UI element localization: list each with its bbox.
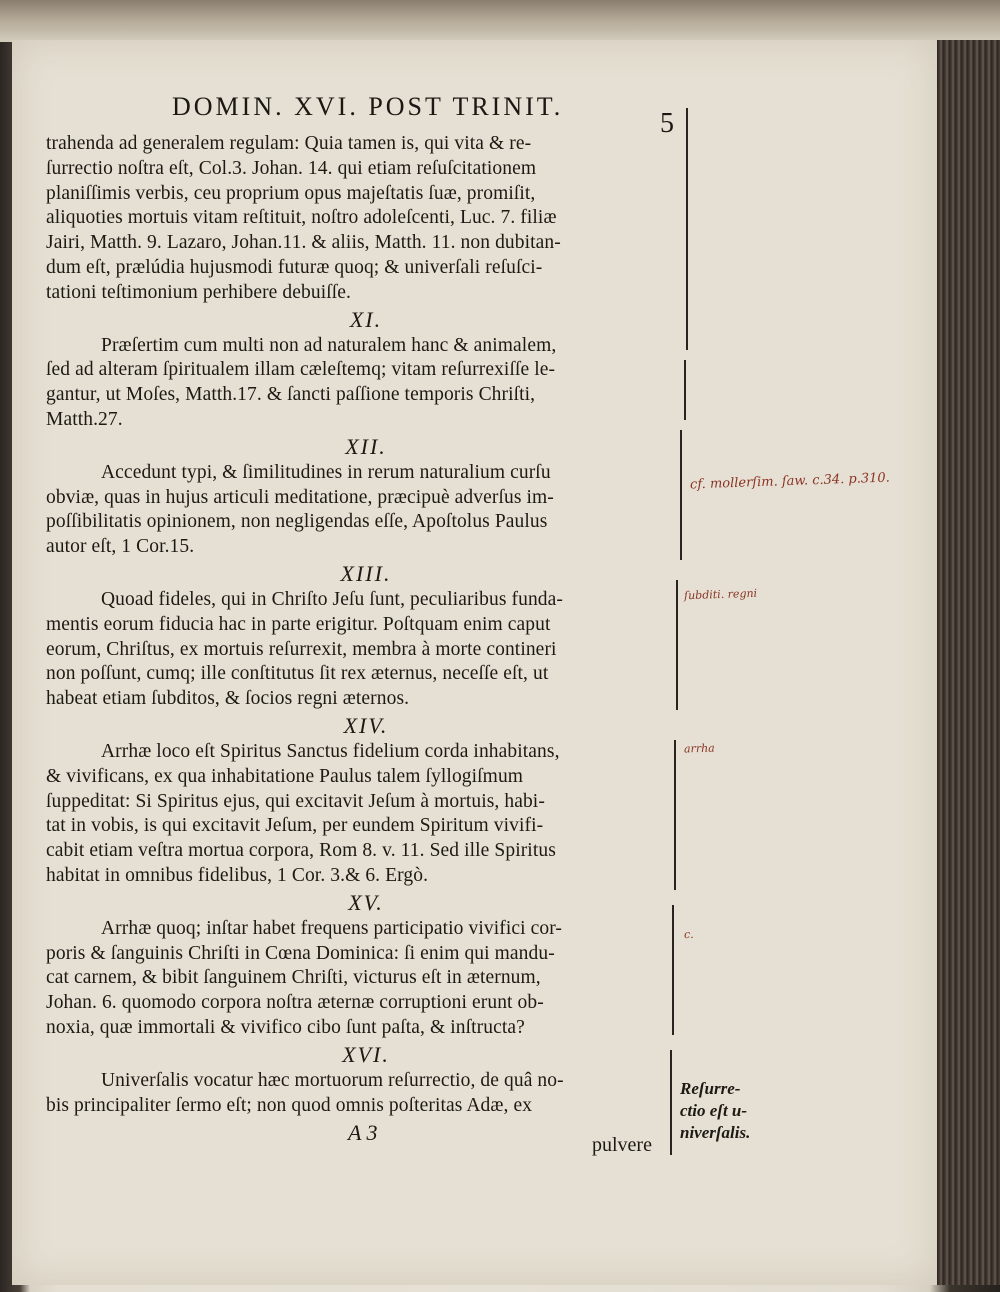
text-line: poſſibilitatis opinionem, non negligendas eſſe, Apoſtolus Paulus <box>46 511 548 533</box>
section-number: XV. <box>348 889 384 915</box>
text-line: Arrhæ quoq; inſtar habet frequens participatio vivifici cor- <box>101 917 563 939</box>
margin-rule <box>686 108 688 350</box>
text-line: Quoad fideles, qui in Chriſto Jeſu ſunt, peculiaribus funda- <box>101 588 563 610</box>
text-line: mentis eorum fiducia hac in parte erigitur. Poſtquam enim caput <box>46 613 551 635</box>
text-line: non poſſunt, cumq; ille conſtitutus ſit rex æternus, neceſſe eſt, ut <box>46 663 549 685</box>
margin-rule <box>676 580 678 710</box>
running-head: DOMIN. XVI. POST TRINIT. <box>172 92 564 121</box>
text-line: habeat etiam ſubditos, & ſocios regni æternos. <box>46 688 410 710</box>
text-line: tationi teſtimonium perhibere debuiſſe. <box>46 281 351 303</box>
printed-margin-note <box>680 1078 750 1144</box>
text-line: Univerſalis vocatur hæc mortuorum reſurrectio, de quâ no- <box>101 1069 564 1091</box>
handwritten-note: arrha <box>683 741 715 756</box>
text-line: Johan. 6. quomodo corpora noſtra æternæ corruptioni erunt ob- <box>46 992 544 1014</box>
text-line: bis principaliter ſermo eſt; non quod omnis poſteritas Adæ, ex <box>46 1094 533 1116</box>
text-line: cat carnem, & bibit ſanguinem Chriſti, victurus eſt in æternum, <box>46 967 541 989</box>
paragraph <box>46 132 686 306</box>
section-number: XIV. <box>343 712 389 738</box>
text-line: ſuppeditat: Si Spiritus ejus, qui excitavit Jeſum à mortuis, habi- <box>46 790 545 812</box>
text-line: ſurrectio noſtra eſt, Col.3. Johan. 14. qui etiam reſuſcitationem <box>46 157 537 179</box>
paragraph <box>46 712 686 889</box>
text-line: poris & ſanguinis Chriſti in Cœna Dominica: ſi enim qui mandu- <box>46 942 555 964</box>
page-number: 5 <box>660 108 674 139</box>
text-line: noxia, quæ immortali & vivifico cibo ſunt paſta, & inſtructa? <box>46 1016 525 1038</box>
text-line: Matth.27. <box>46 408 123 430</box>
paragraph <box>46 433 686 560</box>
handwritten-note: c. <box>683 927 694 942</box>
text-line: obviæ, quas in hujus articuli meditatione, præcipuè adverſus im- <box>46 486 554 508</box>
margin-rule <box>684 360 686 420</box>
margin-rule <box>674 740 676 890</box>
text-line: Jairi, Matth. 9. Lazaro, Johan.11. & aliis, Matth. 11. non dubitan- <box>46 232 561 254</box>
handwritten-note: cf. mollerſim. ſaw. c.34. p.310. <box>689 470 891 493</box>
text-line: Accedunt typi, & ſimilitudines in rerum naturalium curſu <box>101 461 551 483</box>
paragraph <box>46 560 686 712</box>
text-line: trahenda ad generalem regulam: Quia tamen is, qui vita & re- <box>46 133 532 154</box>
section-number: XII. <box>345 433 387 459</box>
binding-top-edge <box>0 0 1000 42</box>
text-line: & vivificans, ex qua inhabitatione Paulus talem ſyllogiſmum <box>46 765 524 787</box>
text-line: ſed ad alteram ſpiritualem illam cæleſtemq; vitam reſurrexiſſe le- <box>46 359 556 381</box>
text-line: planiſſimis verbis, ceu proprium opus majeſtatis ſuæ, promiſit, <box>46 182 536 204</box>
margin-note-line: niverſalis. <box>680 1123 751 1142</box>
signature-mark: A 3 <box>348 1120 378 1145</box>
section-number: XI. <box>349 306 383 332</box>
text-line: Præſertim cum multi non ad naturalem hanc & animalem, <box>101 334 557 356</box>
main-text <box>46 132 686 1118</box>
text-line: gantur, ut Moſes, Matth.17. & ſancti paſſione temporis Chriſti, <box>46 384 536 406</box>
text-line: dum eſt, prælúdia hujusmodi futuræ quoq; & univerſali reſuſci- <box>46 256 543 278</box>
text-line: tat in vobis, is qui excitavit Jeſum, per eundem Spiritum vivifi- <box>46 815 544 837</box>
paragraph <box>46 306 686 433</box>
paragraph <box>46 889 686 1041</box>
margin-note-line: Reſurre- <box>680 1079 741 1098</box>
margin-rule <box>670 1050 672 1155</box>
text-line: habitat in omnibus fidelibus, 1 Cor. 3.& 6. Ergò. <box>46 864 429 886</box>
handwritten-note: ſubditi. regni <box>683 586 758 603</box>
section-number: XIII. <box>340 560 392 586</box>
section-number: XVI. <box>342 1041 390 1067</box>
page-edges <box>937 40 1000 1285</box>
margin-rule <box>672 905 674 1035</box>
text-line: Arrhæ loco eſt Spiritus Sanctus fidelium corda inhabitans, <box>101 740 560 762</box>
text-line: eorum, Chriſtus, ex mortuis reſurrexit, membra à morte contineri <box>46 638 557 660</box>
text-line: aliquoties mortuis vitam reſtituit, noſtro adoleſcenti, Luc. 7. filiæ <box>46 207 557 229</box>
catchword: pulvere <box>592 1134 652 1156</box>
text-line: autor eſt, 1 Cor.15. <box>46 536 195 558</box>
margin-note-line: ctio eſt u- <box>680 1101 748 1120</box>
margin-rule <box>680 430 682 560</box>
paragraph <box>46 1041 686 1119</box>
text-line: cabit etiam veſtra mortua corpora, Rom 8. v. 11. Sed ille Spiritus <box>46 840 556 862</box>
